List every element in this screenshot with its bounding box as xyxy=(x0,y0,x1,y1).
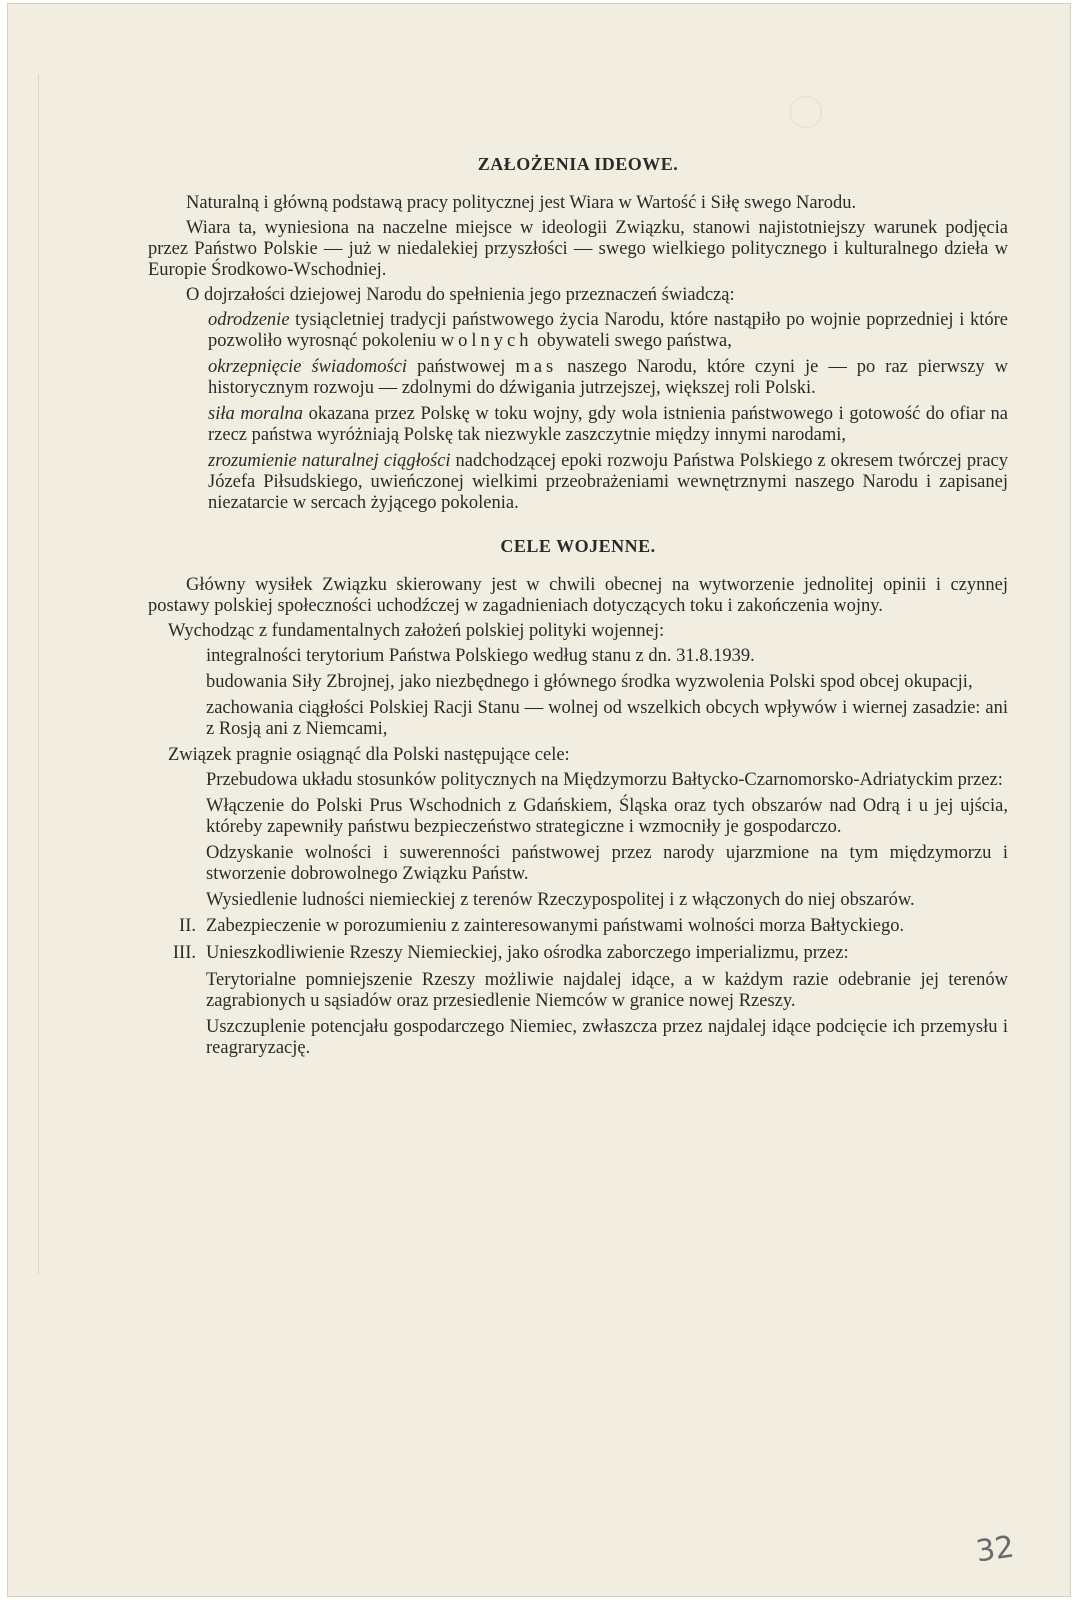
aim-2-number: II. xyxy=(179,916,196,936)
aim-3-text: Unieszkodliwienie Rzeszy Niemieckiej, jako ośrodka zaborczego imperializmu, przez: xyxy=(206,943,849,963)
handwritten-page-number: 32 xyxy=(973,1529,1017,1570)
intro-paragraph-2: Wiara ta, wyniesiona na naczelne miejsce w ideologii Związku, stanowi najistotniejszy warunek podjęcia przez Państwo Polskie — już w niedalekiej przyszłości — swego wielkiego politycznego i kulturalnego dzieła w Europie Środkowo-Wschodniej. xyxy=(148,218,1008,280)
foundation-item: budowania Siły Zbrojnej, jako niezbędnego i głównego środka wyzwolenia Polski spod obcej okupacji, xyxy=(206,672,973,692)
foundations-lead: Wychodząc z fundamentalnych założeń polskiej polityki wojennej: xyxy=(168,621,665,641)
aim3-item: Uszczuplenie potencjału gospodarczego Niemiec, zwłaszcza przez najdalej idące podcięcie ich przemysłu i reagraryzację. xyxy=(206,1017,1008,1058)
aim1-lead: Przebudowa układu stosunków politycznych na Międzymorzu Bałtycko-Czarnomorsko-Adriatyckim przez: xyxy=(206,770,1003,790)
aim-3 xyxy=(148,943,1008,964)
aim3-item: Terytorialne pomniejszenie Rzeszy możliwie najdalej idące, a w każdym razie odebranie jej terenów zagrabionych u sąsiadów oraz przesiedlenie Niemców w granice nowej Rzeszy. xyxy=(206,970,1008,1011)
section-heading-war-aims: CELE WOJENNE. xyxy=(500,536,656,556)
aim-2 xyxy=(148,916,1008,937)
aims-lead: Związek pragnie osiągnąć dla Polski następujące cele: xyxy=(168,745,570,765)
intro-paragraph-3: O dojrzałości dziejowej Narodu do spełnienia jego przeznaczeń świadczą: xyxy=(186,285,735,305)
evidence-item: siła moralna okazana przez Polskę w toku wojny, gdy wola istnienia państwowego i gotowość do ofiar na rzecz państwa wyróżniają Polskę tak niezwykle zaszczytnie między innymi narodami, xyxy=(208,404,1008,445)
evidence-item: okrzepnięcie świadomości państwowej mas naszego Narodu, które czyni je — po raz pierwszy w historycznym rozwoju — zdolnymi do dźwigania jutrzejszej, większej roli Polski. xyxy=(208,357,1009,398)
foundation-item: zachowania ciągłości Polskiej Racji Stanu — wolnej od wszelkich obcych wpływów i wiernej zasadzie: ani z Rosją ani z Niemcami, xyxy=(206,698,1008,739)
binding-edge xyxy=(38,74,53,1274)
evidence-item: zrozumienie naturalnej ciągłości nadchodzącej epoki rozwoju Państwa Polskiego z okresem twórczej pracy Józefa Piłsudskiego, uwieńczonej wielkimi przeobrażeniami wewnętrznymi naszego Narodu i zapisanej niezatarcie w sercach żyjącego pokolenia. xyxy=(208,451,1008,513)
intro-paragraph-1: Naturalną i główną podstawą pracy politycznej jest Wiara w Wartość i Siłę swego Narodu. xyxy=(186,193,857,213)
aim1-item: Włączenie do Polski Prus Wschodnich z Gdańskiem, Śląska oraz tych obszarów nad Odrą i u jej ujścia, któreby zapewniły państwu bezpieczeństwo strategiczne i wzmocniły je gospodarczo. xyxy=(206,796,1008,837)
aim1-item: Odzyskanie wolności i suwerenności państwowej przez narody ujarzmione na tym międzymorzu i stworzenie dobrowolnego Związku Państw. xyxy=(206,843,1008,884)
document-body xyxy=(148,154,1008,1064)
aim1-item: Wysiedlenie ludności niemieckiej z terenów Rzeczypospolitej i z włączonych do niej obszarów. xyxy=(206,890,915,910)
aim-3-number: III. xyxy=(172,943,196,963)
stamp-mark xyxy=(790,96,822,128)
foundation-item: integralności terytorium Państwa Polskiego według stanu z dn. 31.8.1939. xyxy=(206,646,755,666)
section-heading-ideals: ZAŁOŻENIA IDEOWE. xyxy=(477,154,679,174)
goals-intro: Główny wysiłek Związku skierowany jest w chwili obecnej na wytworzenie jednolitej opinii i czynnej postawy polskiej społeczności uchodźczej w zagadnieniach dotyczących toku i zakończenia wojny. xyxy=(148,575,1008,616)
document-page xyxy=(8,4,1070,1596)
aim-2-text: Zabezpieczenie w porozumieniu z zainteresowanymi państwami wolności morza Bałtyckiego. xyxy=(206,916,905,936)
evidence-item: odrodzenie tysiącletniej tradycji państwowego życia Narodu, które nastąpiło po wojnie poprzedniej i które pozwoliło wyrosnąć pokoleniu wolnych obywateli swego państwa, xyxy=(208,310,1008,351)
